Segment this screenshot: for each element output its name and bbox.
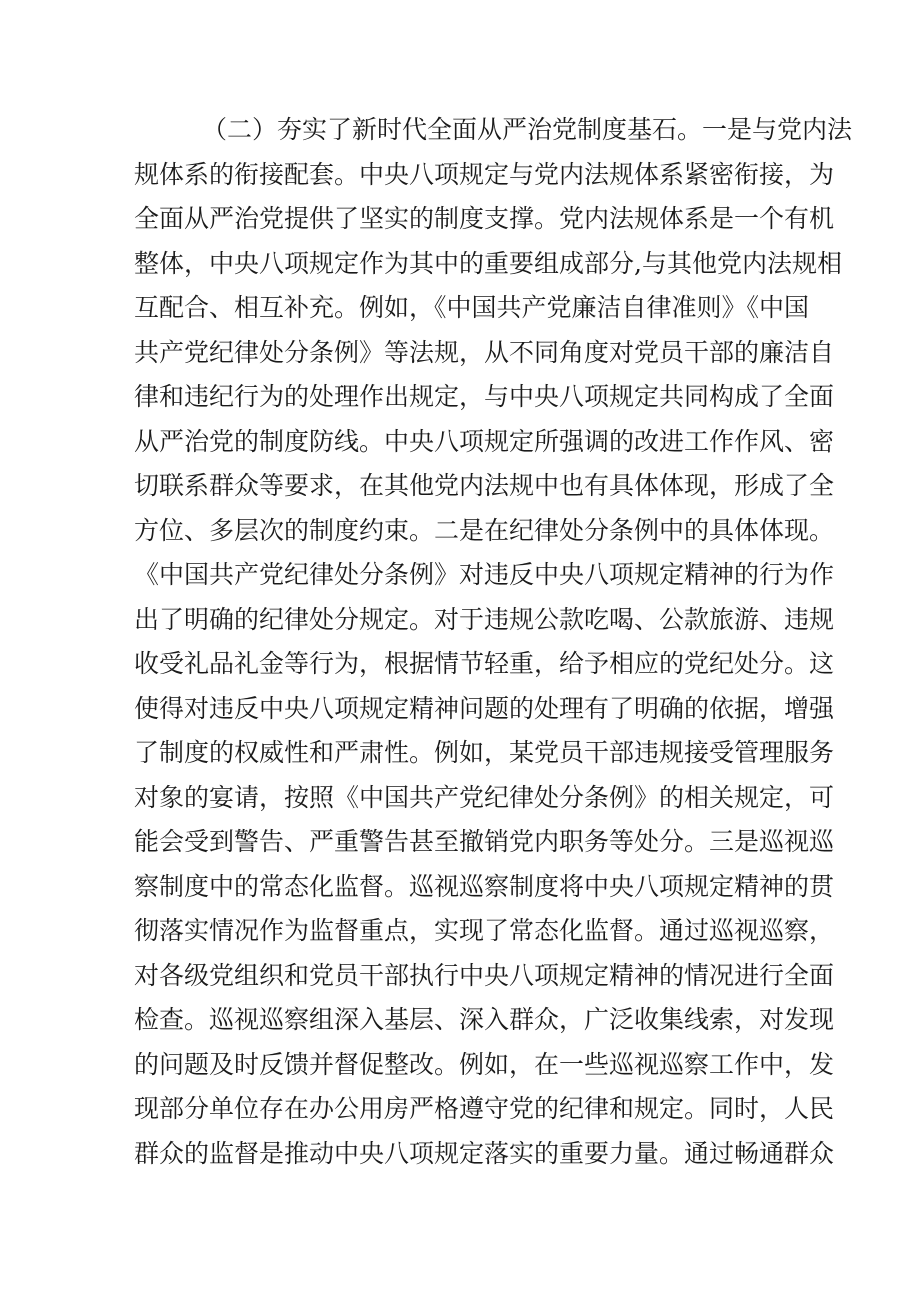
text-line: 彻落实情况作为监督重点，实现了常态化监督。通过巡视巡察， <box>134 916 835 945</box>
text-line: 共产党纪律处分条例》等法规，从不同角度对党员干部的廉洁自 <box>134 337 835 367</box>
text-line: 能会受到警告、严重警告甚至撤销党内职务等处分。三是巡视巡 <box>134 827 835 856</box>
text-line: 律和违纪行为的处理作出规定，与中央八项规定共同构成了全面 <box>134 382 835 411</box>
text-line: 切联系群众等要求，在其他党内法规中也有具体体现，形成了全 <box>134 471 835 500</box>
body-paragraph <box>134 108 853 1176</box>
text-line: 从严治党的制度防线。中央八项规定所强调的改进工作作风、密 <box>134 426 835 456</box>
text-line: 收受礼品礼金等行为，根据情节轻重，给予相应的党纪处分。这 <box>134 649 835 678</box>
text-line: 《中国共产党纪律处分条例》对违反中央八项规定精神的行为作 <box>134 560 835 589</box>
text-line: 互配合、相互补充。例如，《中国共产党廉洁自律准则》《中国 <box>134 293 810 322</box>
text-line: 群众的监督是推动中央八项规定落实的重要力量。通过畅通群众 <box>134 1138 835 1168</box>
text-line: 整体，中央八项规定作为其中的重要组成部分,与其他党内法规相 <box>134 248 842 278</box>
text-line: 对象的宴请，按照《中国共产党纪律处分条例》的相关规定，可 <box>134 782 835 812</box>
text-line: 的问题及时反馈并督促整改。例如，在一些巡视巡察工作中，发 <box>134 1049 835 1079</box>
text-line: 方位、多层次的制度约束。二是在纪律处分条例中的具体体现。 <box>134 515 835 545</box>
text-line: 规体系的衔接配套。中央八项规定与党内法规体系紧密衔接，为 <box>134 159 835 189</box>
text-line: （二）夯实了新时代全面从严治党制度基石。一是与党内法 <box>202 115 853 144</box>
text-line: 现部分单位存在办公用房严格遵守党的纪律和规定。同时，人民 <box>134 1094 835 1123</box>
text-line: 了制度的权威性和严肃性。例如，某党员干部违规接受管理服务 <box>134 738 835 767</box>
text-line: 察制度中的常态化监督。巡视巡察制度将中央八项规定精神的贯 <box>134 871 835 901</box>
text-line: 使得对违反中央八项规定精神问题的处理有了明确的依据，增强 <box>134 693 835 723</box>
text-line: 出了明确的纪律处分规定。对于违规公款吃喝、公款旅游、违规 <box>134 604 835 634</box>
text-line: 检查。巡视巡察组深入基层、深入群众，广泛收集线索，对发现 <box>134 1005 835 1034</box>
text-line: 对各级党组织和党员干部执行中央八项规定精神的情况进行全面 <box>134 960 835 990</box>
text-line: 全面从严治党提供了坚实的制度支撑。党内法规体系是一个有机 <box>134 204 835 233</box>
